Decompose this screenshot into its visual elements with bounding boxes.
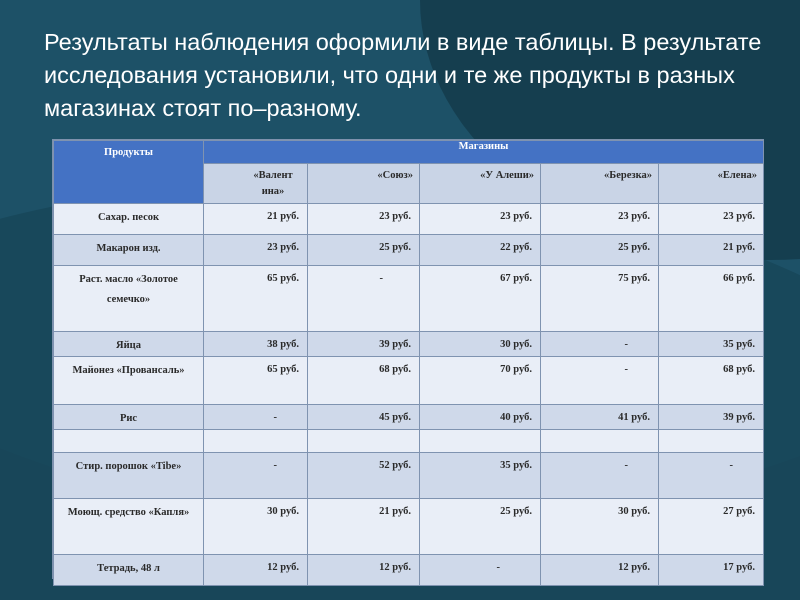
table-row	[54, 405, 764, 430]
product-name: Майонез «Провансаль»	[54, 357, 204, 405]
price-cell: -	[541, 357, 659, 405]
price-cell	[659, 430, 764, 453]
price-cell: 21 руб.	[659, 235, 764, 266]
price-cell: 35 руб.	[659, 332, 764, 357]
table-row	[54, 555, 764, 586]
price-cell: 65 руб.	[204, 266, 308, 332]
price-cell: -	[659, 453, 764, 499]
price-cell: 66 руб.	[659, 266, 764, 332]
price-cell: 39 руб.	[308, 332, 420, 357]
price-cell	[204, 430, 308, 453]
table-row	[54, 266, 764, 332]
price-cell: -	[204, 453, 308, 499]
price-cell: -	[541, 453, 659, 499]
price-table	[53, 140, 764, 586]
table-row	[54, 430, 764, 453]
price-cell: 41 руб.	[541, 405, 659, 430]
price-cell: 30 руб.	[204, 499, 308, 555]
price-table-container	[52, 139, 764, 579]
shop-name: «Союз»	[308, 164, 420, 204]
slide-heading: Результаты наблюдения оформили в виде таблицы. В результате исследования установили, что одни и те же продукты в разных магазинах стоят по–разному.	[44, 29, 762, 121]
price-cell: 12 руб.	[204, 555, 308, 586]
price-cell: 12 руб.	[541, 555, 659, 586]
price-cell: 27 руб.	[659, 499, 764, 555]
shops-header-label: Магазины	[458, 141, 509, 152]
table-row	[54, 499, 764, 555]
product-name	[54, 430, 204, 453]
product-name: Стир. порошок «Tibe»	[54, 453, 204, 499]
price-cell	[541, 430, 659, 453]
price-cell: 68 руб.	[659, 357, 764, 405]
price-cell: 35 руб.	[420, 453, 541, 499]
price-cell: 68 руб.	[308, 357, 420, 405]
price-cell: 30 руб.	[541, 499, 659, 555]
price-cell: 12 руб.	[308, 555, 420, 586]
price-cell: 22 руб.	[420, 235, 541, 266]
table-row	[54, 332, 764, 357]
price-cell: -	[204, 405, 308, 430]
price-cell: 70 руб.	[420, 357, 541, 405]
product-name: Сахар. песок	[54, 204, 204, 235]
price-cell: 52 руб.	[308, 453, 420, 499]
price-cell: -	[308, 266, 420, 332]
price-cell	[420, 430, 541, 453]
products-header-label: Продукты	[104, 147, 153, 158]
price-cell: 17 руб.	[659, 555, 764, 586]
shop-name: «Валент ина»	[204, 164, 308, 204]
product-name: Яйца	[54, 332, 204, 357]
price-cell: 38 руб.	[204, 332, 308, 357]
product-name: Тетрадь, 48 л	[54, 555, 204, 586]
price-cell: 23 руб.	[420, 204, 541, 235]
price-cell: -	[541, 332, 659, 357]
table-row	[54, 357, 764, 405]
price-cell: 75 руб.	[541, 266, 659, 332]
table-row	[54, 235, 764, 266]
price-cell: 67 руб.	[420, 266, 541, 332]
product-name: Раст. масло «Золотое семечко»	[54, 266, 204, 332]
shops-header	[204, 141, 764, 164]
price-cell: 23 руб.	[659, 204, 764, 235]
product-name: Макарон изд.	[54, 235, 204, 266]
price-cell	[308, 430, 420, 453]
shop-name: «Елена»	[659, 164, 764, 204]
shop-name: «Березка»	[541, 164, 659, 204]
price-cell: 39 руб.	[659, 405, 764, 430]
product-name: Рис	[54, 405, 204, 430]
price-cell: 65 руб.	[204, 357, 308, 405]
price-cell: 23 руб.	[541, 204, 659, 235]
shop-name: «У Алеши»	[420, 164, 541, 204]
price-cell: 40 руб.	[420, 405, 541, 430]
price-cell: 21 руб.	[308, 499, 420, 555]
price-cell: 25 руб.	[541, 235, 659, 266]
price-cell: 45 руб.	[308, 405, 420, 430]
products-header	[54, 141, 204, 204]
price-cell: -	[420, 555, 541, 586]
price-cell: 30 руб.	[420, 332, 541, 357]
price-cell: 25 руб.	[420, 499, 541, 555]
price-cell: 21 руб.	[204, 204, 308, 235]
price-cell: 23 руб.	[308, 204, 420, 235]
price-cell: 23 руб.	[204, 235, 308, 266]
product-name: Моющ. средство «Капля»	[54, 499, 204, 555]
table-row	[54, 453, 764, 499]
price-cell: 25 руб.	[308, 235, 420, 266]
table-row	[54, 204, 764, 235]
